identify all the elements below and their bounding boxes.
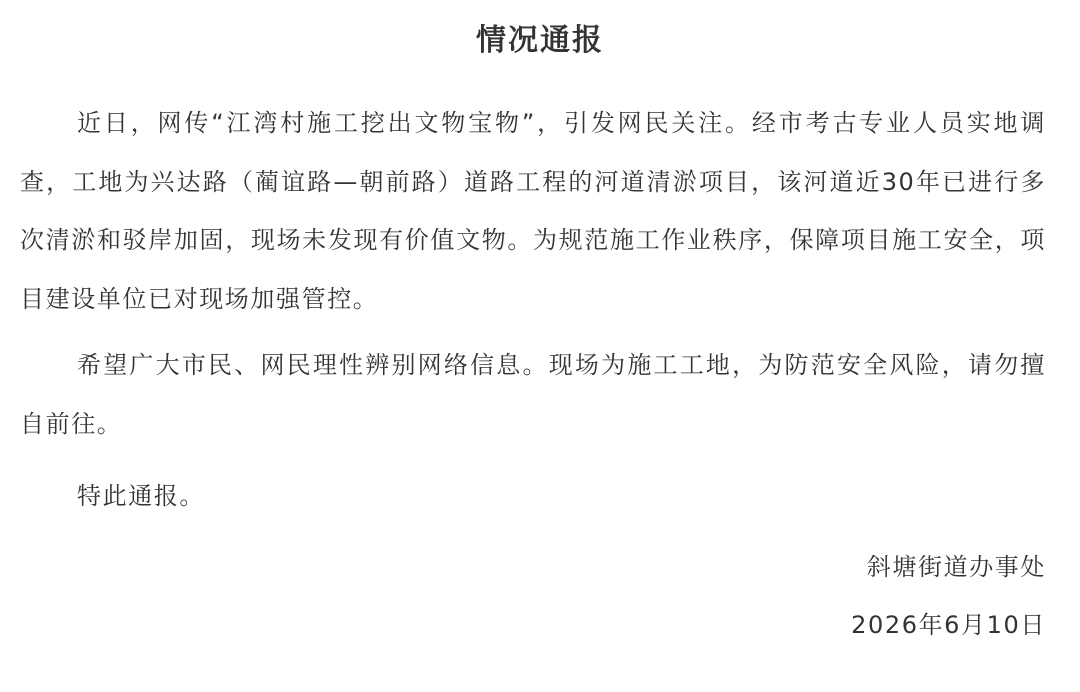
paragraph-advice: 希望广大市民、网民理性辨别网络信息。现场为施工工地，为防范安全风险，请勿擅自前往。 xyxy=(20,351,1046,438)
issuer-signature: 斜塘街道办事处 xyxy=(866,553,1046,581)
paragraph-closing: 特此通报。 xyxy=(77,482,205,510)
paragraph-investigation: 近日，网传“江湾村施工挖出文物宝物”，引发网民关注。经市考古专业人员实地调查，工地为兴达路（蔺谊路—朝前路）道路工程的河道清淤项目，该河道近30年已进行多次清淤和驳岸加固，现场未发现有价值文物。为规范施工作业秩序，保障项目施工安全，项目建设单位已对现场加强管控。 xyxy=(20,109,1046,313)
document-title: 情况通报 xyxy=(476,23,604,58)
issue-date: 2026年6月10日 xyxy=(851,611,1046,639)
